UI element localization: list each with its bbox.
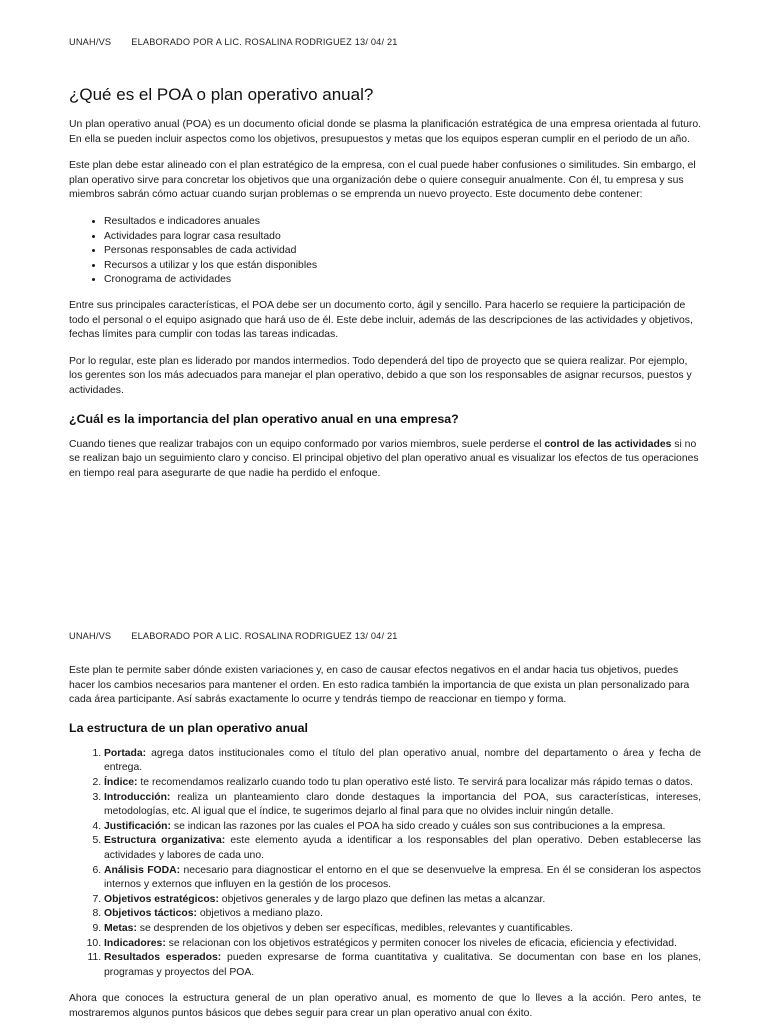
- document-title: ¿Qué es el POA o plan operativo anual?: [69, 85, 374, 104]
- item-text: se desprenden de los objetivos y deben ser específicas, medibles, relevantes y cuantificables.: [136, 922, 573, 934]
- list-item: [104, 907, 701, 922]
- item-term: Índice:: [104, 776, 138, 788]
- list-item: [104, 922, 701, 937]
- paragraph-importance: [69, 438, 701, 482]
- section-heading-importance: ¿Cuál es la importancia del plan operativo anual en una empresa?: [69, 411, 459, 426]
- section-heading-structure: La estructura de un plan operativo anual: [69, 720, 308, 735]
- list-item: • Cronograma de actividades: [104, 273, 701, 288]
- item-text: agrega datos institucionales como el título del plan operativo anual, nombre del departamento o área y fecha de entrega.: [104, 747, 701, 774]
- paragraph-variations: Este plan te permite saber dónde existen variaciones y, en caso de causar efectos negativos en el andar hacia tus objetivos, puedes hacer los cambios necesarios para mantener el orden. En esto radica también la importancia de que exista un plan personalizado para cada área participante. Así sabrás exactamente lo ocurre y tendrás tiempo de reaccionar en tiempo y forma.: [69, 665, 690, 706]
- list-item: • Resultados e indicadores anuales: [104, 215, 701, 230]
- running-header: [69, 35, 398, 50]
- list-item: [104, 820, 701, 835]
- list-item: • Personas responsables de cada actividad: [104, 244, 701, 259]
- item-text: realiza un planteamiento claro donde destaques la importancia del POA, sus características, intereses, metodologías, etc. Al igual que el índice, te sugerimos dejarlo al final para que no olvides incluir ningún detalle.: [104, 791, 701, 818]
- header-org: UNAH/VS: [69, 37, 112, 47]
- item-text: se indican las razones por las cuales el POA ha sido creado y cuáles son sus contribuciones a la empresa.: [170, 820, 666, 832]
- item-term: Estructura organizativa:: [104, 835, 226, 847]
- list-item: [104, 864, 701, 893]
- item-term: Objetivos tácticos:: [104, 908, 197, 920]
- item-text: te recomendamos realizarlo cuando todo tu plan operativo esté listo. Te servirá para localizar más rápido temas o datos.: [137, 776, 693, 788]
- item-term: Indicadores:: [104, 937, 166, 949]
- item-text: se relacionan con los objetivos estratégicos y permiten conocer los niveles de eficacia, eficiencia y efectividad.: [165, 937, 677, 949]
- text-span: Cuando tienes que realizar trabajos con un equipo conformado por varios miembros, suele perderse el: [69, 438, 545, 450]
- paragraph-leadership: Por lo regular, este plan es liderado por mandos intermedios. Todo dependerá del tipo de proyecto que se quiera realizar. Por ejemplo, los gerentes son los más adecuados para manejar el plan operativo, debido a que son los responsables de asignar recursos, puestos y actividades.: [69, 355, 692, 396]
- list-item: • Recursos a utilizar y los que están disponibles: [104, 259, 701, 274]
- structure-numbered-list: [69, 747, 701, 981]
- paragraph-characteristics: Entre sus principales características, el POA debe ser un documento corto, ágil y sencillo. Para hacerlo se requiere la participación de todo el personal o el equipo asignado que hará uso de él. Este debe incluir, además de las descripciones de las actividades y objetivos, fechas límites para cumplir con todas las tareas indicadas.: [69, 299, 693, 341]
- item-term: Justificación:: [104, 820, 171, 832]
- header-author: ELABORADO POR A LIC. ROSALINA RODRIGUEZ 13/ 04/ 21: [131, 631, 398, 641]
- paragraph-definition: Un plan operativo anual (POA) es un documento oficial donde se plasma la planificación estratégica de una empresa orientada al futuro. En ella se pueden incluir aspectos como los objetivos, presupuestos y metas que los equipos esperan cumplir en el periodo de un año.: [69, 119, 701, 145]
- list-item: [104, 747, 701, 776]
- list-item: [104, 951, 701, 980]
- item-term: Portada:: [104, 747, 147, 759]
- list-item: [104, 791, 701, 820]
- list-item: [104, 834, 701, 863]
- header-author: ELABORADO POR A LIC. ROSALINA RODRIGUEZ 13/ 04/ 21: [131, 37, 398, 47]
- item-text: objetivos a mediano plazo.: [196, 908, 323, 920]
- list-item: [104, 893, 701, 908]
- item-term: Análisis FODA:: [104, 864, 181, 876]
- list-item: [104, 937, 701, 952]
- bold-phrase: control de las actividades: [544, 438, 672, 450]
- item-text: objetivos generales y de largo plazo que definen las metas a alcanzar.: [218, 893, 546, 905]
- item-term: Resultados esperados:: [104, 952, 222, 964]
- page-2-content: [69, 664, 701, 1033]
- list-item: • Actividades para lograr casa resultado: [104, 230, 701, 245]
- page-1-content: [69, 84, 701, 493]
- item-text: necesario para diagnosticar el entorno en el que se desenvuelve la empresa. En él se consideran los aspectos internos y externos que influyen en la gestión de los procesos.: [104, 864, 701, 891]
- item-term: Objetivos estratégicos:: [104, 893, 219, 905]
- item-text: pueden expresarse de forma cuantitativa y cualitativa. Se documentan con base en los planes, programas y proyectos del POA.: [104, 952, 701, 978]
- text-span: si no se realizan bajo un seguimiento claro y conciso. El principal objetivo del plan operativo anual es visualizar los efectos de tus operaciones en tiempo real para asegurarte de que nadie ha perdido el enfoque.: [69, 438, 699, 479]
- list-item: [104, 776, 701, 791]
- item-term: Introducción:: [104, 791, 171, 803]
- header-org: UNAH/VS: [69, 631, 112, 641]
- paragraph-alignment: Este plan debe estar alineado con el plan estratégico de la empresa, con el cual puede haber confusiones o similitudes. Sin embargo, el plan operativo sirve para concretar los objetivos que una organización debe o quiere conseguir anualmente. Con él, tu empresa y sus miembros sabrán cómo actuar cuando surjan problemas o se emprenda un nuevo proyecto. Este documento debe contener:: [69, 160, 696, 201]
- running-header: [69, 629, 398, 644]
- paragraph-closing: Ahora que conoces la estructura general de un plan operativo anual, es momento de que lo lleves a la acción. Pero antes, te mostraremos algunos puntos básicos que debes seguir para crear un plan operativo anual con éxito.: [69, 993, 701, 1019]
- contents-bullet-list: [69, 215, 701, 288]
- item-term: Metas:: [104, 922, 137, 934]
- item-text: este elemento ayuda a identificar a los responsables del plan operativo. Deben establecerse las actividades y labores de cada uno.: [104, 835, 701, 861]
